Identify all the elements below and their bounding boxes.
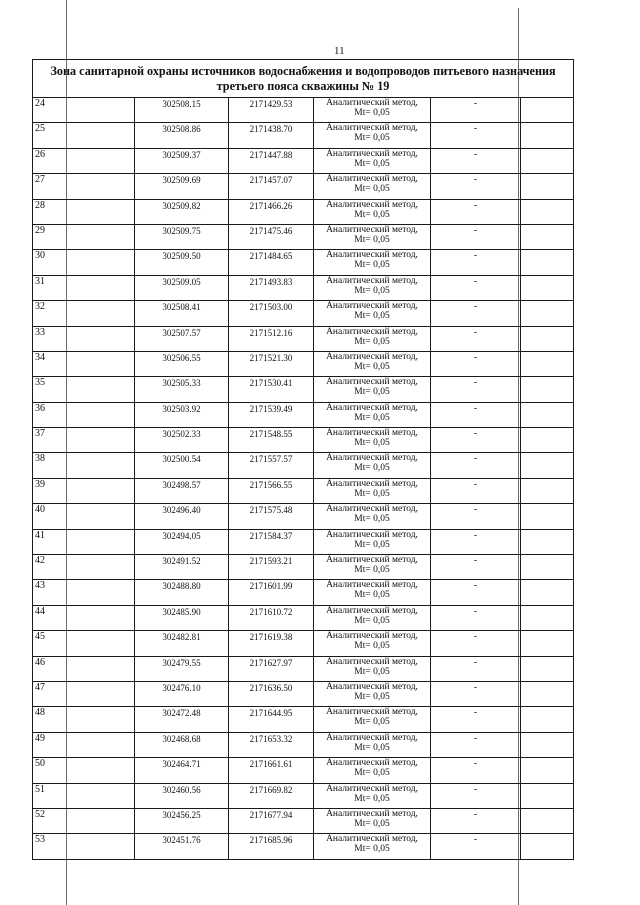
empty-cell	[521, 250, 574, 275]
method-name: Аналитический метод,	[326, 656, 418, 667]
table-row	[33, 707, 574, 732]
x-coordinate-cell: 302460.56	[135, 783, 229, 808]
empty-cell	[521, 783, 574, 808]
method-cell	[314, 301, 431, 326]
table-row	[33, 732, 574, 757]
y-coordinate-cell: 2171512.16	[229, 326, 314, 351]
empty-cell	[521, 808, 574, 833]
method-name: Аналитический метод,	[326, 758, 418, 769]
point-number-cell: 34	[33, 351, 135, 376]
x-coordinate-cell: 302488.80	[135, 580, 229, 605]
method-name: Аналитический метод,	[326, 199, 418, 210]
empty-cell	[521, 224, 574, 249]
y-coordinate-cell: 2171661.61	[229, 758, 314, 783]
method-name: Аналитический метод,	[326, 808, 418, 819]
x-coordinate-cell: 302502.33	[135, 428, 229, 453]
point-number-cell: 27	[33, 174, 135, 199]
table-row	[33, 656, 574, 681]
point-number-cell: 51	[33, 783, 135, 808]
method-cell	[314, 580, 431, 605]
precision-value: Mt= 0,05	[354, 311, 390, 322]
note-cell: -	[431, 783, 521, 808]
method-name: Аналитический метод,	[326, 707, 418, 718]
precision-value: Mt= 0,05	[354, 108, 390, 118]
y-coordinate-cell: 2171677.94	[229, 808, 314, 833]
y-coordinate-cell: 2171466.26	[229, 199, 314, 224]
note-cell: -	[431, 732, 521, 757]
table-row	[33, 681, 574, 706]
note-cell: -	[431, 428, 521, 453]
point-number-cell: 32	[33, 301, 135, 326]
method-cell	[314, 224, 431, 249]
precision-value: Mt= 0,05	[354, 768, 390, 779]
x-coordinate-cell: 302509.82	[135, 199, 229, 224]
precision-value: Mt= 0,05	[354, 590, 390, 601]
table-row	[33, 224, 574, 249]
x-coordinate-cell: 302491.52	[135, 555, 229, 580]
precision-value: Mt= 0,05	[354, 691, 390, 702]
table-row	[33, 148, 574, 173]
method-name: Аналитический метод,	[326, 681, 418, 692]
method-cell	[314, 377, 431, 402]
method-cell	[314, 453, 431, 478]
method-name: Аналитический метод,	[326, 428, 418, 439]
method-name: Аналитический метод,	[326, 478, 418, 489]
note-cell: -	[431, 275, 521, 300]
method-cell	[314, 834, 431, 859]
point-number-cell: 52	[33, 808, 135, 833]
y-coordinate-cell: 2171636.50	[229, 681, 314, 706]
y-coordinate-cell: 2171627.97	[229, 656, 314, 681]
note-cell: -	[431, 605, 521, 630]
table-title: Зона санитарной охраны источников водоснабжения и водопроводов питьевого назначения третьего пояса скважины № 19	[33, 60, 574, 98]
table-row	[33, 605, 574, 630]
method-cell	[314, 478, 431, 503]
empty-cell	[521, 555, 574, 580]
empty-cell	[521, 504, 574, 529]
x-coordinate-cell: 302509.69	[135, 174, 229, 199]
x-coordinate-cell: 302500.54	[135, 453, 229, 478]
note-cell: -	[431, 98, 521, 123]
method-cell	[314, 758, 431, 783]
x-coordinate-cell: 302472.48	[135, 707, 229, 732]
method-cell	[314, 174, 431, 199]
method-name: Аналитический метод,	[326, 783, 418, 794]
point-number-cell: 40	[33, 504, 135, 529]
note-cell: -	[431, 656, 521, 681]
note-cell: -	[431, 199, 521, 224]
y-coordinate-cell: 2171644.95	[229, 707, 314, 732]
method-cell	[314, 275, 431, 300]
y-coordinate-cell: 2171475.46	[229, 224, 314, 249]
precision-value: Mt= 0,05	[354, 818, 390, 829]
point-number-cell: 28	[33, 199, 135, 224]
method-name: Аналитический метод,	[326, 504, 418, 515]
table-row	[33, 174, 574, 199]
x-coordinate-cell: 302476.10	[135, 681, 229, 706]
method-cell	[314, 98, 431, 123]
method-cell	[314, 605, 431, 630]
y-coordinate-cell: 2171669.82	[229, 783, 314, 808]
note-cell: -	[431, 580, 521, 605]
table-row	[33, 301, 574, 326]
empty-cell	[521, 98, 574, 123]
table-row	[33, 123, 574, 148]
x-coordinate-cell: 302485.90	[135, 605, 229, 630]
method-cell	[314, 529, 431, 554]
method-name: Аналитический метод,	[326, 224, 418, 235]
x-coordinate-cell: 302451.76	[135, 834, 229, 859]
empty-cell	[521, 605, 574, 630]
point-number-cell: 35	[33, 377, 135, 402]
precision-value: Mt= 0,05	[354, 438, 390, 449]
table-row	[33, 98, 574, 123]
precision-value: Mt= 0,05	[354, 514, 390, 525]
method-name: Аналитический метод,	[326, 250, 418, 261]
method-name: Аналитический метод,	[326, 834, 418, 845]
empty-cell	[521, 123, 574, 148]
precision-value: Mt= 0,05	[354, 641, 390, 652]
y-coordinate-cell: 2171610.72	[229, 605, 314, 630]
y-coordinate-cell: 2171493.83	[229, 275, 314, 300]
note-cell: -	[431, 555, 521, 580]
table-row	[33, 402, 574, 427]
empty-cell	[521, 631, 574, 656]
point-number-cell: 31	[33, 275, 135, 300]
precision-value: Mt= 0,05	[354, 234, 390, 245]
table-row	[33, 250, 574, 275]
y-coordinate-cell: 2171575.48	[229, 504, 314, 529]
method-cell	[314, 428, 431, 453]
table-row	[33, 834, 574, 859]
method-name: Аналитический метод,	[326, 580, 418, 591]
y-coordinate-cell: 2171429.53	[229, 98, 314, 123]
point-number-cell: 45	[33, 631, 135, 656]
empty-cell	[521, 529, 574, 554]
coordinates-table	[32, 59, 574, 860]
precision-value: Mt= 0,05	[354, 844, 390, 855]
point-number-cell: 39	[33, 478, 135, 503]
precision-value: Mt= 0,05	[354, 285, 390, 296]
note-cell: -	[431, 377, 521, 402]
note-cell: -	[431, 224, 521, 249]
x-coordinate-cell: 302509.37	[135, 148, 229, 173]
x-coordinate-cell: 302479.55	[135, 656, 229, 681]
point-number-cell: 47	[33, 681, 135, 706]
note-cell: -	[431, 148, 521, 173]
precision-value: Mt= 0,05	[354, 742, 390, 753]
method-name: Аналитический метод,	[326, 301, 418, 312]
empty-cell	[521, 707, 574, 732]
point-number-cell: 53	[33, 834, 135, 859]
method-name: Аналитический метод,	[326, 123, 418, 134]
method-cell	[314, 351, 431, 376]
note-cell: -	[431, 504, 521, 529]
precision-value: Mt= 0,05	[354, 133, 390, 144]
note-cell: -	[431, 250, 521, 275]
y-coordinate-cell: 2171539.49	[229, 402, 314, 427]
method-name: Аналитический метод,	[326, 98, 418, 108]
method-cell	[314, 123, 431, 148]
table-row	[33, 326, 574, 351]
table-row	[33, 453, 574, 478]
x-coordinate-cell: 302468.68	[135, 732, 229, 757]
method-name: Аналитический метод,	[326, 275, 418, 286]
method-cell	[314, 250, 431, 275]
note-cell: -	[431, 453, 521, 478]
method-name: Аналитический метод,	[326, 174, 418, 185]
note-cell: -	[431, 301, 521, 326]
y-coordinate-cell: 2171438.70	[229, 123, 314, 148]
y-coordinate-cell: 2171503.00	[229, 301, 314, 326]
method-cell	[314, 504, 431, 529]
precision-value: Mt= 0,05	[354, 184, 390, 195]
table-row	[33, 783, 574, 808]
empty-cell	[521, 428, 574, 453]
empty-cell	[521, 834, 574, 859]
precision-value: Mt= 0,05	[354, 463, 390, 474]
method-cell	[314, 808, 431, 833]
point-number-cell: 50	[33, 758, 135, 783]
method-name: Аналитический метод,	[326, 377, 418, 388]
note-cell: -	[431, 707, 521, 732]
method-cell	[314, 199, 431, 224]
point-number-cell: 41	[33, 529, 135, 554]
empty-cell	[521, 275, 574, 300]
method-name: Аналитический метод,	[326, 453, 418, 464]
precision-value: Mt= 0,05	[354, 412, 390, 423]
x-coordinate-cell: 302482.81	[135, 631, 229, 656]
empty-cell	[521, 199, 574, 224]
empty-cell	[521, 174, 574, 199]
point-number-cell: 30	[33, 250, 135, 275]
empty-cell	[521, 732, 574, 757]
method-cell	[314, 656, 431, 681]
y-coordinate-cell: 2171619.38	[229, 631, 314, 656]
precision-value: Mt= 0,05	[354, 158, 390, 169]
precision-value: Mt= 0,05	[354, 488, 390, 499]
note-cell: -	[431, 326, 521, 351]
y-coordinate-cell: 2171457.07	[229, 174, 314, 199]
empty-cell	[521, 326, 574, 351]
y-coordinate-cell: 2171584.37	[229, 529, 314, 554]
precision-value: Mt= 0,05	[354, 209, 390, 220]
y-coordinate-cell: 2171548.55	[229, 428, 314, 453]
method-name: Аналитический метод,	[326, 148, 418, 159]
x-coordinate-cell: 302494.05	[135, 529, 229, 554]
note-cell: -	[431, 681, 521, 706]
point-number-cell: 24	[33, 98, 135, 123]
method-name: Аналитический метод,	[326, 351, 418, 362]
note-cell: -	[431, 478, 521, 503]
empty-cell	[521, 148, 574, 173]
table-row	[33, 428, 574, 453]
point-number-cell: 26	[33, 148, 135, 173]
note-cell: -	[431, 631, 521, 656]
method-name: Аналитический метод,	[326, 605, 418, 616]
point-number-cell: 46	[33, 656, 135, 681]
y-coordinate-cell: 2171601.99	[229, 580, 314, 605]
empty-cell	[521, 580, 574, 605]
y-coordinate-cell: 2171653.32	[229, 732, 314, 757]
method-name: Аналитический метод,	[326, 732, 418, 743]
point-number-cell: 44	[33, 605, 135, 630]
table-row	[33, 504, 574, 529]
note-cell: -	[431, 808, 521, 833]
empty-cell	[521, 681, 574, 706]
table-row	[33, 199, 574, 224]
method-cell	[314, 707, 431, 732]
point-number-cell: 42	[33, 555, 135, 580]
x-coordinate-cell: 302507.57	[135, 326, 229, 351]
method-name: Аналитический метод,	[326, 631, 418, 642]
table-row	[33, 529, 574, 554]
x-coordinate-cell: 302509.50	[135, 250, 229, 275]
note-cell: -	[431, 402, 521, 427]
y-coordinate-cell: 2171484.65	[229, 250, 314, 275]
point-number-cell: 49	[33, 732, 135, 757]
y-coordinate-cell: 2171447.88	[229, 148, 314, 173]
note-cell: -	[431, 123, 521, 148]
empty-cell	[521, 758, 574, 783]
method-cell	[314, 326, 431, 351]
precision-value: Mt= 0,05	[354, 615, 390, 626]
table-row	[33, 275, 574, 300]
precision-value: Mt= 0,05	[354, 361, 390, 372]
precision-value: Mt= 0,05	[354, 666, 390, 677]
method-cell	[314, 631, 431, 656]
note-cell: -	[431, 174, 521, 199]
precision-value: Mt= 0,05	[354, 260, 390, 271]
note-cell: -	[431, 351, 521, 376]
point-number-cell: 37	[33, 428, 135, 453]
precision-value: Mt= 0,05	[354, 565, 390, 576]
table-row	[33, 758, 574, 783]
table-row	[33, 478, 574, 503]
note-cell: -	[431, 834, 521, 859]
empty-cell	[521, 656, 574, 681]
x-coordinate-cell: 302508.15	[135, 98, 229, 123]
y-coordinate-cell: 2171557.57	[229, 453, 314, 478]
precision-value: Mt= 0,05	[354, 717, 390, 728]
precision-value: Mt= 0,05	[354, 793, 390, 804]
table-row	[33, 631, 574, 656]
table-row	[33, 580, 574, 605]
y-coordinate-cell: 2171593.21	[229, 555, 314, 580]
method-name: Аналитический метод,	[326, 529, 418, 540]
method-cell	[314, 783, 431, 808]
empty-cell	[521, 351, 574, 376]
point-number-cell: 33	[33, 326, 135, 351]
x-coordinate-cell: 302505.33	[135, 377, 229, 402]
empty-cell	[521, 301, 574, 326]
y-coordinate-cell: 2171566.55	[229, 478, 314, 503]
x-coordinate-cell: 302508.86	[135, 123, 229, 148]
x-coordinate-cell: 302496.40	[135, 504, 229, 529]
table-title-row	[33, 60, 574, 98]
y-coordinate-cell: 2171530.41	[229, 377, 314, 402]
x-coordinate-cell: 302506.55	[135, 351, 229, 376]
x-coordinate-cell: 302456.25	[135, 808, 229, 833]
method-cell	[314, 555, 431, 580]
note-cell: -	[431, 529, 521, 554]
empty-cell	[521, 478, 574, 503]
x-coordinate-cell: 302509.75	[135, 224, 229, 249]
x-coordinate-cell: 302498.57	[135, 478, 229, 503]
precision-value: Mt= 0,05	[354, 336, 390, 347]
method-cell	[314, 732, 431, 757]
y-coordinate-cell: 2171685.96	[229, 834, 314, 859]
method-cell	[314, 148, 431, 173]
page-number: 11	[334, 45, 345, 57]
empty-cell	[521, 402, 574, 427]
precision-value: Mt= 0,05	[354, 387, 390, 398]
table-row	[33, 555, 574, 580]
method-cell	[314, 402, 431, 427]
x-coordinate-cell: 302503.92	[135, 402, 229, 427]
x-coordinate-cell: 302464.71	[135, 758, 229, 783]
x-coordinate-cell: 302509.05	[135, 275, 229, 300]
point-number-cell: 43	[33, 580, 135, 605]
point-number-cell: 36	[33, 402, 135, 427]
precision-value: Mt= 0,05	[354, 539, 390, 550]
method-name: Аналитический метод,	[326, 326, 418, 337]
note-cell: -	[431, 758, 521, 783]
point-number-cell: 25	[33, 123, 135, 148]
y-coordinate-cell: 2171521.30	[229, 351, 314, 376]
method-name: Аналитический метод,	[326, 402, 418, 413]
x-coordinate-cell: 302508.41	[135, 301, 229, 326]
table-row	[33, 808, 574, 833]
method-name: Аналитический метод,	[326, 555, 418, 566]
point-number-cell: 48	[33, 707, 135, 732]
method-cell	[314, 681, 431, 706]
table-row	[33, 351, 574, 376]
empty-cell	[521, 377, 574, 402]
table-row	[33, 377, 574, 402]
empty-cell	[521, 453, 574, 478]
point-number-cell: 29	[33, 224, 135, 249]
point-number-cell: 38	[33, 453, 135, 478]
